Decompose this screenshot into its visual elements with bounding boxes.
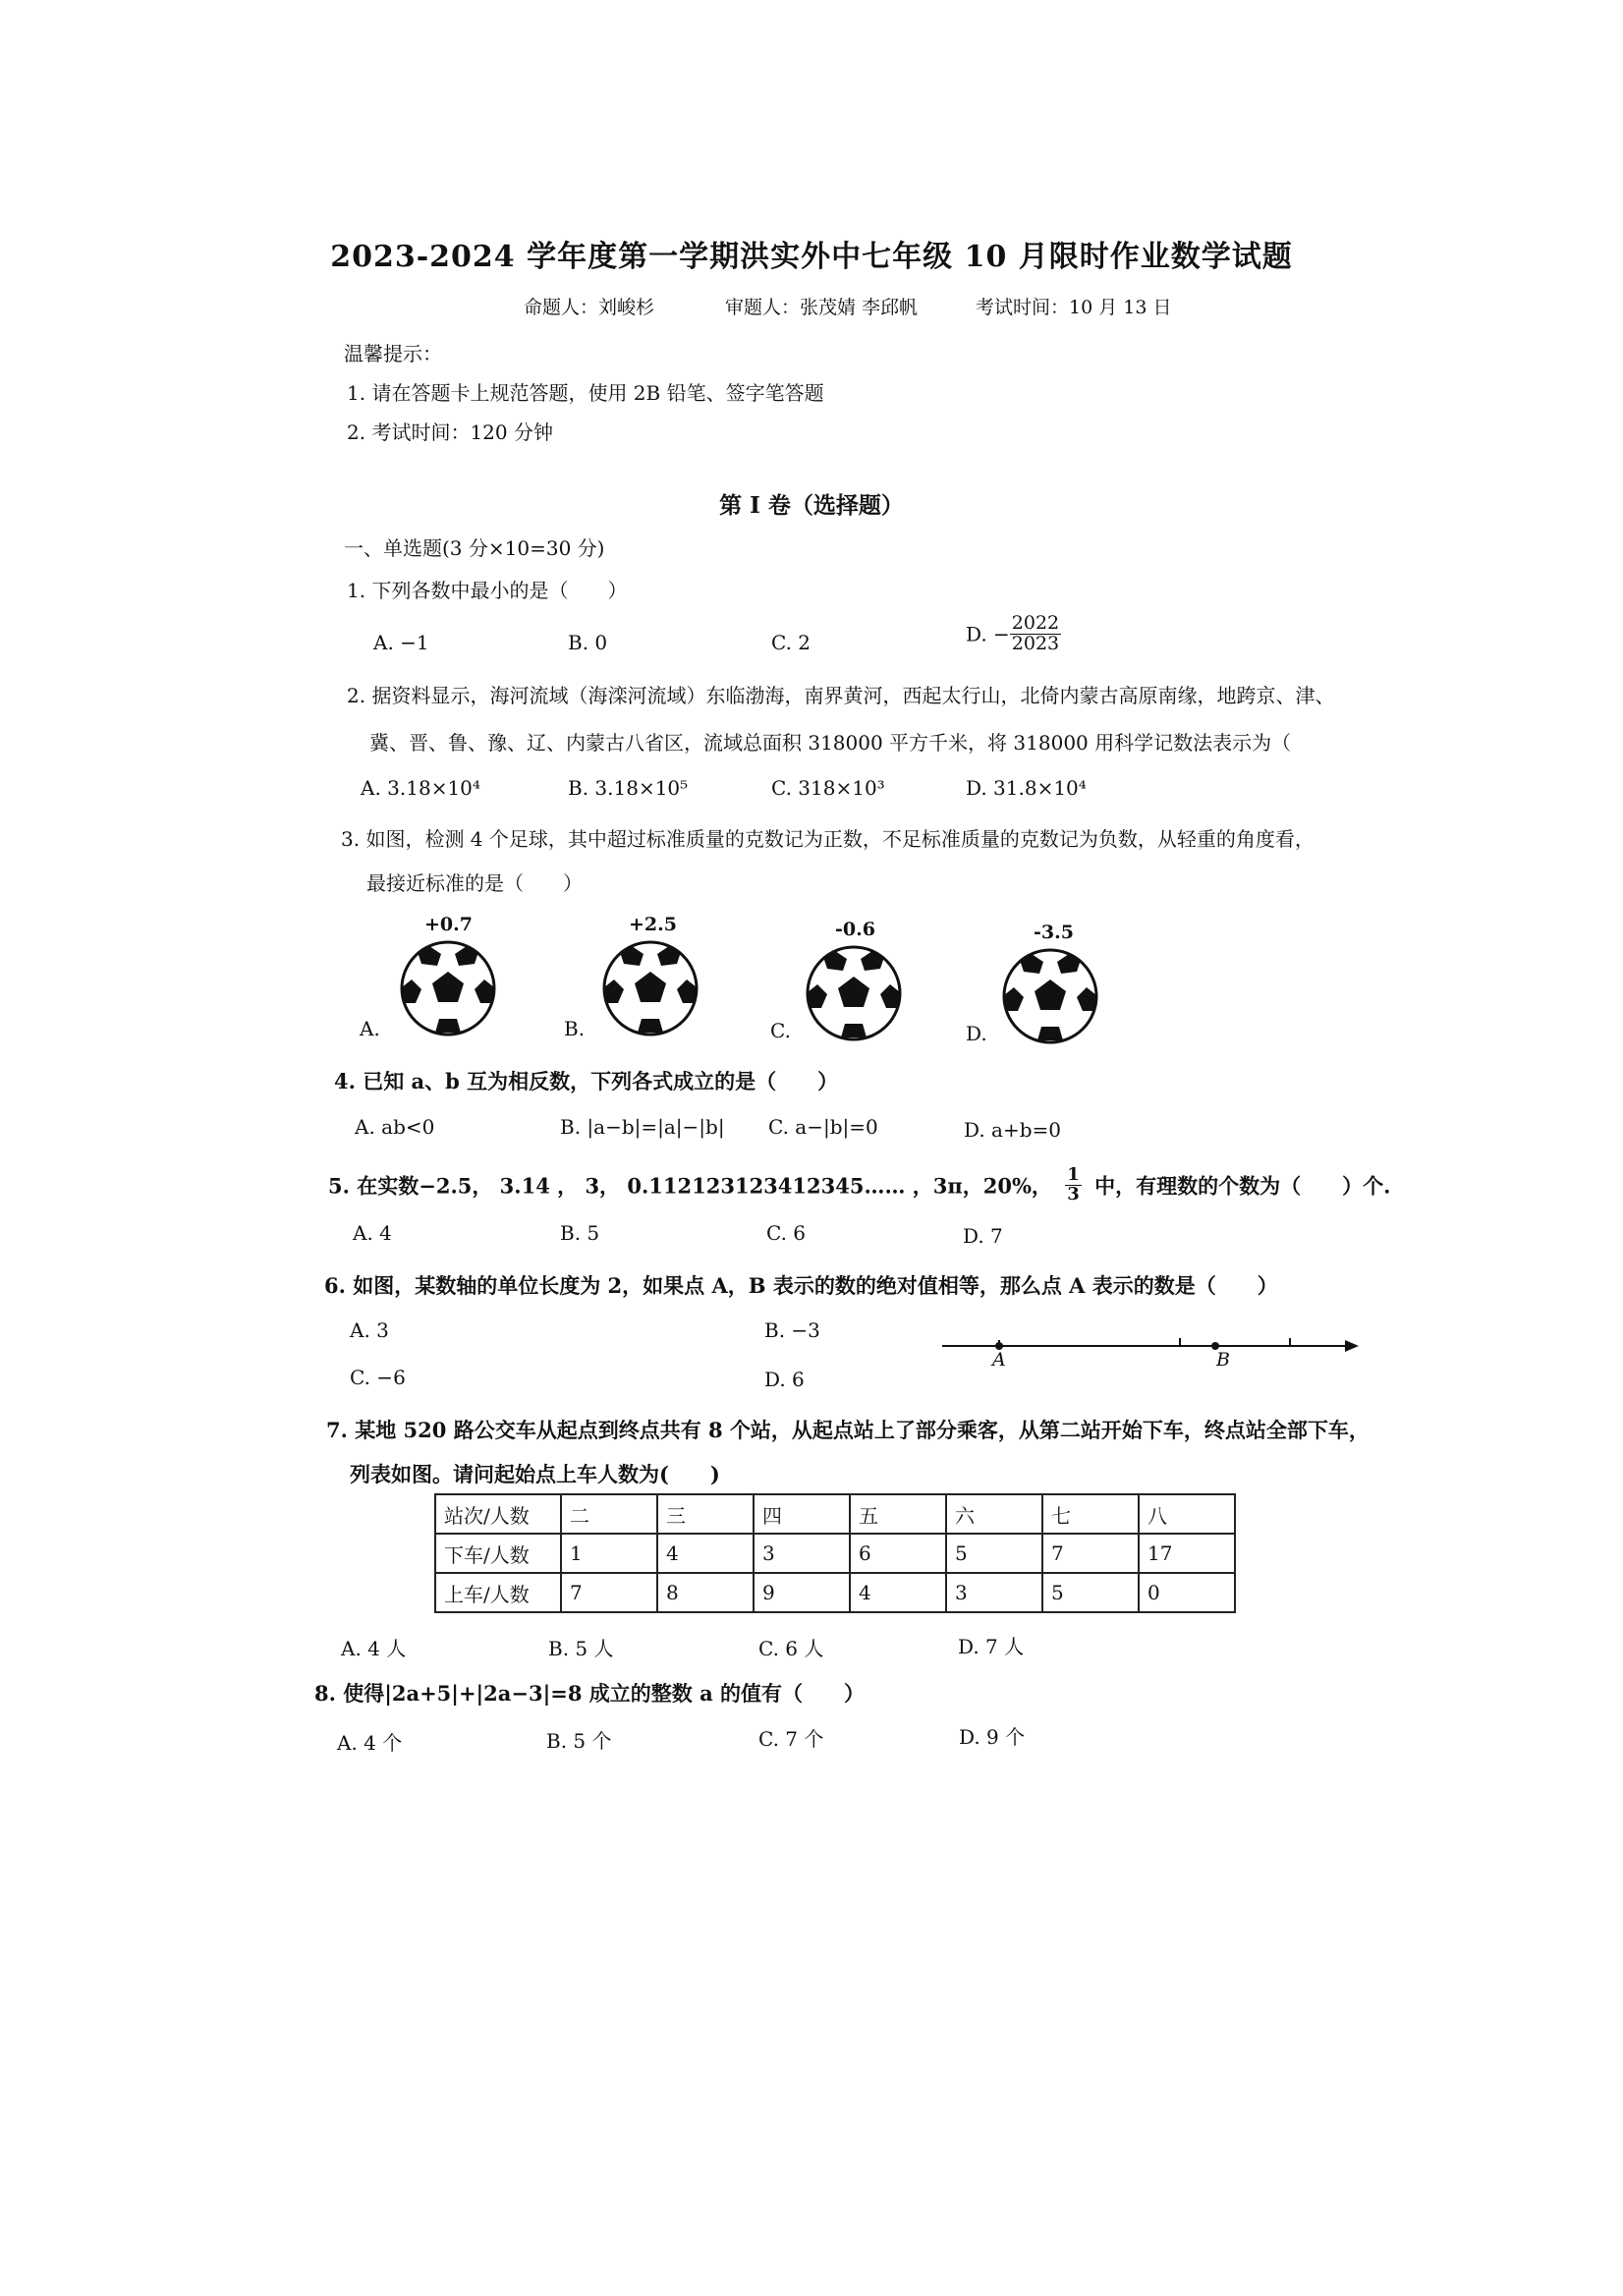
question-2-line1: 2. 据资料显示，海河流域（海滦河流域）东临渤海，南界黄河，西起太行山，北倚内蒙古高原南缘，地跨京、津、 xyxy=(347,684,1335,707)
table-cell: 9 xyxy=(754,1573,850,1612)
table-cell: 八 xyxy=(1139,1494,1235,1534)
table-cell: 6 xyxy=(850,1534,946,1573)
q3-option-c: C. xyxy=(770,1019,791,1042)
table-cell: 8 xyxy=(657,1573,754,1612)
table-cell: 7 xyxy=(1042,1534,1139,1573)
q4-option-c: C. a−|b|=0 xyxy=(768,1115,878,1139)
q5-fraction-numerator: 1 xyxy=(1067,1164,1080,1185)
page-title: 2023-2024 学年度第一学期洪实外中七年级 10 月限时作业数学试题 xyxy=(330,240,1293,274)
q6-option-c: C. −6 xyxy=(350,1366,406,1389)
table-cell: 0 xyxy=(1139,1573,1235,1612)
q4-option-a: A. ab<0 xyxy=(355,1115,435,1139)
table-cell: 5 xyxy=(1042,1573,1139,1612)
table-cell: 三 xyxy=(657,1494,754,1534)
ball-d-label: -3.5 xyxy=(1034,922,1074,943)
reviewer: 审题人：张茂婧 李邱帆 xyxy=(725,297,919,318)
soccer-ball-icon xyxy=(398,938,498,1038)
q4-option-b: B. |a−b|=|a|−|b| xyxy=(560,1115,725,1139)
table-cell: 七 xyxy=(1042,1494,1139,1534)
q4-option-d: D. a+b=0 xyxy=(964,1118,1062,1142)
bus-passenger-table xyxy=(434,1493,1236,1613)
question-8-stem: 8. 使得|2a+5|+|2a−3|=8 成立的整数 a 的值有（ ） xyxy=(314,1681,865,1706)
q5-option-d: D. 7 xyxy=(963,1224,1003,1248)
table-cell: 四 xyxy=(754,1494,850,1534)
table-cell: 六 xyxy=(946,1494,1042,1534)
ball-b-label: +2.5 xyxy=(629,914,677,935)
q5-option-c: C. 6 xyxy=(766,1221,807,1245)
q3-option-b: B. xyxy=(564,1017,586,1040)
table-cell: 3 xyxy=(754,1534,850,1573)
question-5-stem xyxy=(328,1166,1390,1204)
q3-option-d: D. xyxy=(966,1022,987,1045)
q5-stem-start: 5. 在实数−2.5， 3.14 ， 3， 0.112123123412345…… ，3π，20%， xyxy=(328,1173,1052,1199)
q5-option-b: B. 5 xyxy=(560,1221,600,1245)
q1-option-d-prefix: D. − xyxy=(966,622,1010,646)
table-cell: 1 xyxy=(561,1534,657,1573)
question-1-stem: 1. 下列各数中最小的是（ ） xyxy=(347,579,628,602)
table-cell: 5 xyxy=(946,1534,1042,1573)
q1-option-d xyxy=(966,614,1061,654)
point-a-label: A xyxy=(992,1349,1006,1371)
question-setter: 命题人：刘峻杉 xyxy=(524,297,655,318)
tip-item: 1. 请在答题卡上规范答题，使用 2B 铅笔、签字笔答题 xyxy=(347,381,824,405)
question-3-line2: 最接近标准的是（ ） xyxy=(366,871,583,895)
table-cell: 7 xyxy=(561,1573,657,1612)
exam-date: 考试时间：10 月 13 日 xyxy=(976,297,1172,318)
q8-option-a: A. 4 个 xyxy=(337,1731,403,1755)
q5-option-a: A. 4 xyxy=(353,1221,392,1245)
q8-option-d: D. 9 个 xyxy=(959,1725,1026,1749)
soccer-ball-icon xyxy=(600,938,700,1038)
soccer-ball-icon xyxy=(804,943,904,1043)
q1-option-b: B. 0 xyxy=(568,631,608,654)
part-title: 一、单选题(3 分×10=30 分) xyxy=(344,536,605,560)
q1-option-a: A. −1 xyxy=(373,631,429,654)
q8-option-c: C. 7 个 xyxy=(758,1727,824,1751)
q6-option-b: B. −3 xyxy=(764,1318,820,1342)
table-cell: 3 xyxy=(946,1573,1042,1612)
q5-stem-end: 中，有理数的个数为（ ）个. xyxy=(1094,1173,1391,1199)
table-cell: 下车/人数 xyxy=(435,1534,561,1573)
q2-option-a: A. 3.18×10⁴ xyxy=(361,776,480,800)
q3-option-a: A. xyxy=(360,1017,380,1040)
question-7-line2: 列表如图。请问起始点上车人数为( ) xyxy=(350,1462,720,1486)
q6-option-d: D. 6 xyxy=(764,1368,805,1391)
table-cell: 二 xyxy=(561,1494,657,1534)
question-2-line2: 冀、晋、鲁、豫、辽、内蒙古八省区，流域总面积 318000 平方千米，将 318000 用科学记数法表示为（ xyxy=(369,731,1292,755)
question-4-stem: 4. 已知 a、b 互为相反数，下列各式成立的是（ ） xyxy=(334,1069,839,1093)
table-cell: 4 xyxy=(657,1534,754,1573)
ball-c-label: -0.6 xyxy=(835,919,875,940)
tips-heading: 温馨提示： xyxy=(344,342,442,365)
point-b-label: B xyxy=(1216,1349,1230,1371)
table-cell: 4 xyxy=(850,1573,946,1612)
q6-option-a: A. 3 xyxy=(350,1318,389,1342)
q7-option-a: A. 4 人 xyxy=(341,1637,407,1660)
table-row xyxy=(435,1573,1235,1612)
table-row xyxy=(435,1534,1235,1573)
q5-fraction-denominator: 3 xyxy=(1067,1183,1080,1204)
question-6-stem: 6. 如图，某数轴的单位长度为 2，如果点 A，B 表示的数的绝对值相等，那么点 A 表示的数是（ ） xyxy=(324,1273,1278,1298)
q7-option-d: D. 7 人 xyxy=(958,1635,1025,1658)
q1-option-c: C. 2 xyxy=(771,631,812,654)
q7-option-b: B. 5 人 xyxy=(548,1637,614,1660)
table-row xyxy=(435,1494,1235,1534)
q1-d-denominator: 2023 xyxy=(1011,632,1060,654)
q7-option-c: C. 6 人 xyxy=(758,1637,824,1660)
table-cell: 上车/人数 xyxy=(435,1573,561,1612)
table-cell: 17 xyxy=(1139,1534,1235,1573)
q1-d-numerator: 2022 xyxy=(1011,612,1060,634)
q2-option-c: C. 318×10³ xyxy=(771,776,885,800)
question-7-line1: 7. 某地 520 路公交车从起点到终点共有 8 个站，从起点站上了部分乘客，从第二站开始下车，终点站全部下车， xyxy=(326,1418,1370,1442)
section-title: 第 I 卷（选择题） xyxy=(719,492,904,519)
table-cell: 五 xyxy=(850,1494,946,1534)
question-3-line1: 3. 如图，检测 4 个足球，其中超过标准质量的克数记为正数，不足标准质量的克数记为负数，从轻重的角度看， xyxy=(341,827,1315,851)
ball-a-label: +0.7 xyxy=(424,914,473,935)
q8-option-b: B. 5 个 xyxy=(546,1729,612,1753)
soccer-ball-icon xyxy=(1000,946,1100,1046)
tip-item: 2. 考试时间：120 分钟 xyxy=(347,420,553,444)
q2-option-d: D. 31.8×10⁴ xyxy=(966,776,1087,800)
q2-option-b: B. 3.18×10⁵ xyxy=(568,776,689,800)
table-cell: 站次/人数 xyxy=(435,1494,561,1534)
